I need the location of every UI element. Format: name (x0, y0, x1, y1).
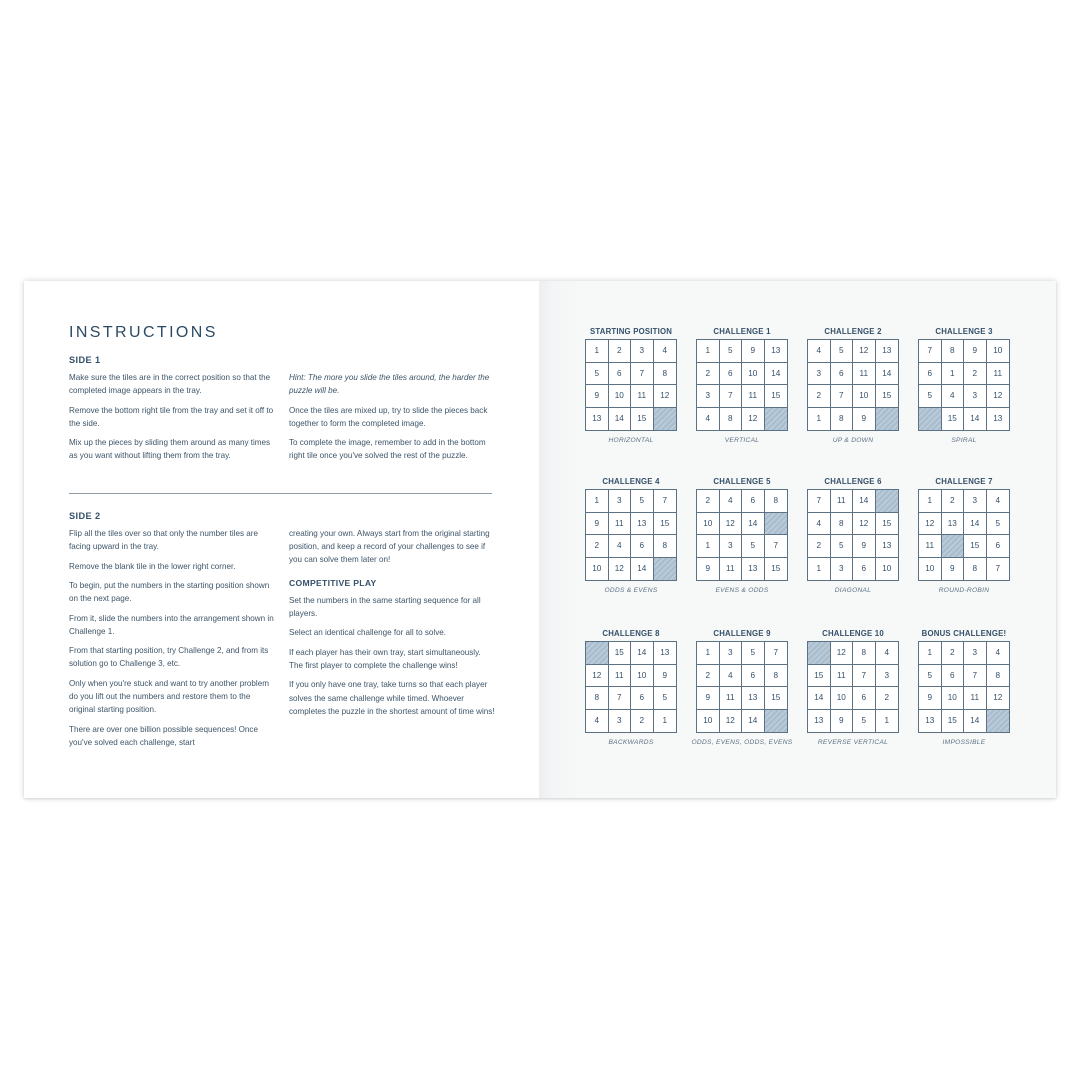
side-2-paragraph: Flip all the tiles over so that only the number tiles are facing upward in the tray. (69, 529, 258, 552)
blank-tile (586, 642, 609, 665)
number-tile: 6 (742, 665, 765, 688)
number-tile: 15 (631, 408, 654, 431)
number-tile: 9 (586, 385, 609, 408)
number-tile: 3 (964, 642, 987, 665)
blank-tile (919, 408, 942, 431)
puzzle-title: CHALLENGE 9 (713, 629, 771, 638)
number-tile: 12 (853, 513, 876, 536)
number-tile: 6 (853, 558, 876, 581)
puzzle-card (691, 628, 793, 746)
number-tile: 6 (987, 535, 1010, 558)
number-tile: 1 (697, 535, 720, 558)
puzzle-card (585, 326, 677, 444)
number-tile: 1 (697, 340, 720, 363)
number-tile: 14 (631, 642, 654, 665)
number-tile: 14 (964, 408, 987, 431)
blank-tile (654, 558, 677, 581)
puzzle-grid (807, 339, 899, 431)
number-tile: 12 (654, 385, 677, 408)
number-tile: 15 (765, 385, 788, 408)
number-tile: 2 (586, 535, 609, 558)
number-tile: 12 (919, 513, 942, 536)
number-tile: 13 (993, 414, 1003, 424)
number-tile: 14 (742, 710, 765, 733)
puzzle-card (807, 476, 899, 594)
number-tile: 7 (631, 363, 654, 386)
number-tile: 10 (742, 363, 765, 386)
number-tile: 10 (853, 385, 876, 408)
puzzle-card (696, 476, 788, 594)
number-tile: 11 (609, 513, 632, 536)
side-1-paragraph: Make sure the tiles are in the correct position so that the completed image appears in the tray. (69, 373, 271, 396)
number-tile: 15 (964, 535, 987, 558)
puzzle-title: CHALLENGE 10 (822, 629, 884, 638)
number-tile: 13 (919, 710, 942, 733)
number-tile: 1 (586, 340, 609, 363)
number-tile: 10 (631, 665, 654, 688)
number-tile: 10 (831, 687, 854, 710)
puzzle-grid (585, 641, 677, 733)
number-tile: 13 (742, 687, 765, 710)
number-tile: 9 (831, 710, 854, 733)
number-tile: 4 (808, 340, 831, 363)
number-tile: 1 (919, 642, 942, 665)
number-tile: 2 (808, 535, 831, 558)
number-tile: 7 (765, 642, 788, 665)
number-tile: 11 (742, 385, 765, 408)
puzzle-title: CHALLENGE 1 (713, 327, 771, 336)
number-tile: 13 (876, 535, 899, 558)
number-tile: 10 (882, 564, 892, 574)
number-tile: 7 (964, 665, 987, 688)
puzzle-caption: ODDS, EVENS, ODDS, EVENS (691, 739, 793, 746)
number-tile: 13 (742, 558, 765, 581)
number-tile: 5 (831, 535, 854, 558)
competitive-play-heading: COMPETITIVE PLAY (289, 577, 377, 588)
competitive-paragraph: If each player has their own tray, start simultaneously. The first player to complete the challenge wins! (289, 647, 481, 670)
number-tile: 7 (765, 535, 788, 558)
number-tile: 15 (609, 642, 632, 665)
number-tile: 10 (609, 385, 632, 408)
number-tile: 8 (964, 558, 987, 581)
number-tile: 13 (876, 340, 899, 363)
number-tile: 13 (942, 513, 965, 536)
number-tile: 11 (831, 665, 854, 688)
number-tile: 12 (853, 340, 876, 363)
number-tile: 2 (808, 385, 831, 408)
side-2-continued-paragraph: creating your own. Always start from the original starting position, and keep a record of your challenges to see if you can solve them later on! (289, 529, 490, 565)
blank-tile (876, 490, 899, 513)
number-tile: 1 (808, 558, 831, 581)
number-tile: 15 (808, 665, 831, 688)
number-tile: 12 (742, 408, 765, 431)
number-tile: 11 (919, 535, 942, 558)
puzzle-caption: BACKWARDS (608, 739, 654, 746)
side-2-right-column (289, 527, 495, 724)
number-tile: 14 (609, 408, 632, 431)
puzzle-title: CHALLENGE 5 (713, 477, 771, 486)
number-tile: 1 (662, 716, 668, 726)
number-tile: 4 (720, 490, 743, 513)
puzzle-caption: HORIZONTAL (608, 437, 654, 444)
number-tile: 14 (631, 558, 654, 581)
number-tile: 10 (942, 687, 965, 710)
number-tile: 10 (586, 558, 609, 581)
number-tile: 5 (720, 340, 743, 363)
number-tile: 11 (631, 385, 654, 408)
number-tile: 7 (853, 665, 876, 688)
number-tile: 14 (765, 363, 788, 386)
number-tile: 5 (831, 340, 854, 363)
blank-tile (765, 710, 788, 733)
side-2-paragraph: Remove the blank tile in the lower right corner. (69, 561, 236, 571)
number-tile: 5 (919, 665, 942, 688)
number-tile: 15 (942, 408, 965, 431)
number-tile: 2 (631, 710, 654, 733)
puzzle-title: CHALLENGE 3 (935, 327, 993, 336)
puzzle-grid (918, 489, 1010, 581)
number-tile: 3 (631, 340, 654, 363)
number-tile: 1 (919, 490, 942, 513)
number-tile: 2 (697, 490, 720, 513)
number-tile: 3 (964, 385, 987, 408)
number-tile: 12 (987, 385, 1010, 408)
number-tile: 2 (964, 363, 987, 386)
number-tile: 6 (919, 363, 942, 386)
number-tile: 8 (720, 408, 743, 431)
number-tile: 15 (942, 710, 965, 733)
number-tile: 14 (853, 490, 876, 513)
number-tile: 8 (987, 665, 1010, 688)
number-tile: 9 (919, 687, 942, 710)
number-tile: 6 (942, 665, 965, 688)
blank-tile (987, 710, 1010, 733)
puzzle-card (585, 476, 677, 594)
number-tile: 14 (808, 687, 831, 710)
number-tile: 5 (586, 363, 609, 386)
number-tile: 10 (987, 340, 1010, 363)
number-tile: 5 (631, 490, 654, 513)
puzzle-grid (918, 641, 1010, 733)
number-tile: 12 (609, 558, 632, 581)
number-tile: 2 (697, 665, 720, 688)
number-tile: 5 (742, 642, 765, 665)
number-tile: 2 (697, 363, 720, 386)
number-tile: 1 (586, 490, 609, 513)
number-tile: 9 (697, 558, 720, 581)
puzzle-grid (585, 339, 677, 431)
number-tile: 8 (942, 340, 965, 363)
puzzle-card (585, 628, 677, 746)
side-1-paragraph: Mix up the pieces by sliding them around as many times as you want without lifting them from the tray. (69, 438, 271, 461)
number-tile: 12 (720, 710, 743, 733)
puzzle-title: CHALLENGE 2 (824, 327, 882, 336)
number-tile: 8 (586, 687, 609, 710)
page-title: INSTRUCTIONS (69, 324, 218, 341)
side-2-paragraph: Only when you're stuck and want to try another problem do you lift out the numbers and restore them to the original starting position. (69, 678, 269, 715)
side-2-paragraph: There are over one billion possible sequences! Once you've solved each challenge, start (69, 724, 258, 747)
number-tile: 8 (853, 642, 876, 665)
number-tile: 15 (654, 513, 677, 536)
number-tile: 8 (765, 490, 788, 513)
puzzle-caption: IMPOSSIBLE (942, 739, 986, 746)
blank-tile (765, 513, 788, 536)
puzzle-title: CHALLENGE 6 (824, 477, 882, 486)
blank-tile (654, 408, 677, 431)
puzzle-card (918, 476, 1010, 594)
number-tile: 8 (831, 513, 854, 536)
number-tile: 3 (831, 558, 854, 581)
number-tile: 10 (919, 558, 942, 581)
side-1-right-column (289, 371, 495, 469)
puzzle-card (807, 326, 899, 444)
side-2-paragraph: From it, slide the numbers into the arrangement shown in Challenge 1. (69, 613, 274, 636)
side-2-heading: SIDE 2 (69, 511, 101, 521)
number-tile: 14 (876, 363, 899, 386)
puzzle-grid (918, 339, 1010, 431)
number-tile: 11 (964, 687, 987, 710)
number-tile: 13 (654, 642, 677, 665)
number-tile: 6 (609, 363, 632, 386)
puzzle-grid (696, 339, 788, 431)
number-tile: 15 (876, 385, 899, 408)
puzzle-grid (696, 641, 788, 733)
number-tile: 4 (808, 513, 831, 536)
number-tile: 7 (919, 340, 942, 363)
puzzle-title: CHALLENGE 8 (602, 629, 660, 638)
number-tile: 3 (964, 490, 987, 513)
number-tile: 12 (720, 513, 743, 536)
number-tile: 6 (831, 363, 854, 386)
puzzle-caption: EVENS & ODDS (715, 587, 769, 594)
number-tile: 10 (697, 710, 720, 733)
number-tile: 5 (919, 385, 942, 408)
number-tile: 4 (609, 535, 632, 558)
right-page-puzzles (539, 281, 1056, 798)
number-tile: 1 (884, 716, 890, 726)
number-tile: 4 (586, 710, 609, 733)
number-tile: 11 (720, 558, 743, 581)
number-tile: 9 (964, 340, 987, 363)
number-tile: 13 (586, 408, 609, 431)
number-tile: 9 (654, 665, 677, 688)
number-tile: 3 (720, 535, 743, 558)
blank-tile (942, 535, 965, 558)
side-1-paragraph: To complete the image, remember to add in the bottom right tile once you've solved the rest of the puzzle. (289, 438, 486, 461)
number-tile: 9 (742, 340, 765, 363)
number-tile: 3 (609, 490, 632, 513)
number-tile: 3 (808, 363, 831, 386)
puzzle-card (807, 628, 899, 746)
left-page (24, 281, 539, 798)
puzzle-grid (696, 489, 788, 581)
puzzle-caption: ODDS & EVENS (604, 587, 658, 594)
blank-tile (876, 408, 899, 431)
number-tile: 6 (631, 687, 654, 710)
number-tile: 4 (876, 642, 899, 665)
number-tile: 9 (586, 513, 609, 536)
number-tile: 5 (987, 513, 1010, 536)
number-tile: 8 (765, 665, 788, 688)
puzzle-caption: DIAGONAL (834, 587, 872, 594)
number-tile: 1 (942, 363, 965, 386)
number-tile: 4 (697, 408, 720, 431)
puzzle-card (918, 326, 1010, 444)
instruction-booklet (24, 281, 1056, 798)
number-tile: 3 (697, 385, 720, 408)
puzzle-grid (807, 489, 899, 581)
number-tile: 7 (720, 385, 743, 408)
number-tile: 9 (853, 535, 876, 558)
number-tile: 2 (876, 687, 899, 710)
number-tile: 5 (853, 710, 876, 733)
puzzle-caption: ROUND-ROBIN (938, 587, 990, 594)
number-tile: 14 (964, 513, 987, 536)
side-2-paragraph: To begin, put the numbers in the starting position shown on the next page. (69, 580, 270, 604)
number-tile: 4 (987, 642, 1010, 665)
puzzle-card (918, 628, 1010, 746)
number-tile: 15 (765, 687, 788, 710)
number-tile: 2 (942, 642, 965, 665)
number-tile: 5 (742, 535, 765, 558)
competitive-paragraph: If you only have one tray, take turns so that each player solves the same challenge while timed. Whoever completes the puzzle in the shortest amount of time wins! (289, 680, 495, 716)
puzzle-title: CHALLENGE 7 (935, 477, 993, 486)
side-1-left-column (69, 371, 275, 469)
number-tile: 9 (942, 558, 965, 581)
number-tile: 11 (831, 490, 854, 513)
blank-tile (808, 642, 831, 665)
number-tile: 13 (808, 710, 831, 733)
puzzle-title: BONUS CHALLENGE! (921, 629, 1007, 638)
number-tile: 6 (720, 363, 743, 386)
number-tile: 4 (720, 665, 743, 688)
number-tile: 11 (609, 665, 632, 688)
number-tile: 13 (631, 513, 654, 536)
puzzle-caption: REVERSE VERTICAL (817, 739, 889, 746)
side-1-paragraph: Once the tiles are mixed up, try to slide the pieces back together to form the completed image. (289, 405, 488, 428)
puzzle-caption: UP & DOWN (832, 437, 874, 444)
number-tile: 6 (742, 490, 765, 513)
number-tile: 3 (876, 665, 899, 688)
puzzle-grid (585, 489, 677, 581)
number-tile: 7 (831, 385, 854, 408)
number-tile: 12 (831, 642, 854, 665)
blank-tile (765, 408, 788, 431)
number-tile: 1 (697, 642, 720, 665)
number-tile: 14 (742, 513, 765, 536)
number-tile: 13 (765, 340, 788, 363)
number-tile: 8 (654, 535, 677, 558)
number-tile: 12 (586, 665, 609, 688)
number-tile: 11 (987, 363, 1010, 386)
side-1-heading: SIDE 1 (69, 355, 101, 365)
number-tile: 1 (808, 408, 831, 431)
competitive-paragraph: Set the numbers in the same starting sequence for all players. (289, 595, 481, 619)
puzzle-title: STARTING POSITION (589, 327, 673, 336)
side-1-paragraph: Remove the bottom right tile from the tray and set it off to the side. (69, 405, 274, 428)
side-2-left-column (69, 527, 275, 755)
number-tile: 6 (631, 535, 654, 558)
number-tile: 7 (654, 490, 677, 513)
number-tile: 3 (720, 642, 743, 665)
number-tile: 5 (654, 687, 677, 710)
competitive-paragraph: Select an identical challenge for all to solve. (289, 628, 447, 638)
side-2-paragraph: From that starting position, try Challenge 2, and from its solution go to Challenge 3, etc. (69, 646, 269, 669)
number-tile: 6 (853, 687, 876, 710)
section-divider (69, 493, 492, 494)
number-tile: 15 (876, 513, 899, 536)
puzzle-card (696, 326, 788, 444)
number-tile: 12 (987, 687, 1010, 710)
number-tile: 9 (853, 408, 876, 431)
number-tile: 8 (831, 408, 854, 431)
number-tile: 11 (720, 687, 743, 710)
puzzle-grid (807, 641, 899, 733)
number-tile: 7 (609, 687, 632, 710)
hint-text: Hint: The more you slide the tiles around, the harder the puzzle will be. (289, 373, 490, 396)
number-tile: 7 (995, 564, 1001, 574)
number-tile: 10 (697, 513, 720, 536)
puzzle-caption: SPIRAL (951, 437, 977, 444)
number-tile: 2 (609, 340, 632, 363)
puzzle-caption: VERTICAL (724, 437, 760, 444)
number-tile: 4 (942, 385, 965, 408)
puzzle-title: CHALLENGE 4 (602, 477, 660, 486)
number-tile: 15 (771, 564, 781, 574)
number-tile: 4 (987, 490, 1010, 513)
number-tile: 2 (942, 490, 965, 513)
number-tile: 3 (609, 710, 632, 733)
number-tile: 11 (853, 363, 876, 386)
number-tile: 8 (654, 363, 677, 386)
number-tile: 14 (964, 710, 987, 733)
number-tile: 7 (808, 490, 831, 513)
number-tile: 4 (654, 340, 677, 363)
number-tile: 9 (697, 687, 720, 710)
